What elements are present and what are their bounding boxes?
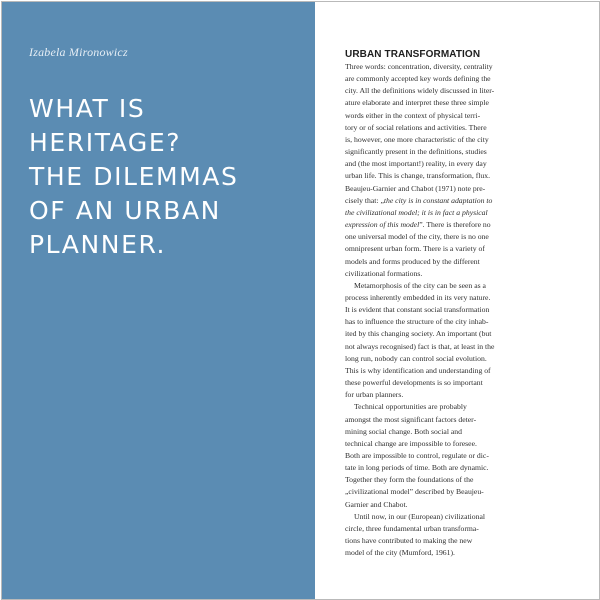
- text-line: words either in the context of physical terri-: [345, 110, 481, 120]
- text-line: circle, three fundamental urban transforma-: [345, 523, 479, 533]
- paragraphs: [345, 61, 539, 559]
- text-line: models and forms produced by the different: [345, 256, 480, 266]
- text-line: Garnier and Chabot.: [345, 499, 408, 509]
- text-line: urban life. This is change, transformation, flux.: [345, 171, 491, 181]
- text-line: for urban planners.: [345, 390, 404, 400]
- body-paragraph: [345, 511, 539, 560]
- text-line: Together they form the foundations of the: [345, 475, 474, 485]
- text-line: are commonly accepted key words defining the: [345, 74, 491, 84]
- text-line: ited by this changing society. An important (but: [345, 329, 492, 339]
- title-line: PLANNER.: [29, 230, 167, 259]
- title-line: HERITAGE?: [29, 128, 182, 157]
- text-line: the civilizational model; it is in fact a physical: [345, 207, 488, 217]
- text-line: amongst the most significant factors deter-: [345, 414, 477, 424]
- body-paragraph: [345, 61, 539, 280]
- text-line: one universal model of the city, there is no one: [345, 232, 489, 242]
- text-line: city. All the definitions widely discussed in liter-: [345, 86, 495, 96]
- body-text-column: [345, 48, 539, 559]
- text-line: Until now, in our (European) civilizational: [354, 511, 486, 521]
- book-spread: [1, 1, 600, 600]
- title-line: OF AN URBAN: [29, 196, 221, 225]
- text-line: long run, nobody can control social evolution.: [345, 353, 487, 363]
- text-line: tory or of social relations and activities. There: [345, 122, 487, 132]
- text-line: model of the city (Mumford, 1961).: [345, 548, 455, 558]
- text-line: cisely that: „the city is in constant adaptation to: [345, 195, 493, 205]
- text-line: not always recognised) fact is that, at least in the: [345, 341, 495, 351]
- text-line: these powerful developments is so important: [345, 378, 483, 388]
- body-paragraph: [345, 401, 539, 510]
- text-line: It is evident that constant social transformation: [345, 305, 490, 315]
- text-line: expression of this model”. There is therefore no: [345, 220, 491, 230]
- title-line: WHAT IS: [29, 94, 146, 123]
- text-line: technical change are impossible to foresee.: [345, 438, 477, 448]
- text-line: Beaujeu-Garnier and Chabot (1971) note pre-: [345, 183, 486, 193]
- left-page-panel: [2, 2, 315, 599]
- text-line: Technical opportunities are probably: [354, 402, 467, 412]
- text-line: tions have contributed to making the new: [345, 536, 473, 546]
- text-line: Both are impossible to control, regulate or dic-: [345, 451, 489, 460]
- text-line: significantly present in the definitions, studies: [345, 147, 487, 157]
- text-line: This is why identification and understanding of: [345, 365, 491, 375]
- text-line: omnipresent urban form. There is a variety of: [345, 244, 485, 254]
- text-line: tate in long periods of time. Both are dynamic.: [345, 463, 489, 473]
- text-line: is, however, one more characteristic of the city: [345, 134, 489, 144]
- text-line: Three words: concentration, diversity, centrality: [345, 62, 493, 71]
- text-line: civilizational formations.: [345, 268, 423, 278]
- title-line: THE DILEMMAS: [29, 162, 239, 191]
- author-name: Izabela Mironowicz: [29, 45, 128, 59]
- section-heading: URBAN TRANSFORMATION: [345, 49, 481, 60]
- text-line: process inherently embedded in its very nature.: [345, 292, 491, 302]
- text-line: has to influence the structure of the city inhab-: [345, 317, 489, 327]
- text-line: ature elaborate and interpret these three simple: [345, 98, 489, 108]
- text-line: Metamorphosis of the city can be seen as a: [354, 280, 486, 290]
- text-line: „civilizational model” described by Beaujeu-: [345, 487, 484, 497]
- text-line: and (the most important!) reality, in every day: [345, 159, 487, 169]
- body-paragraph: [345, 280, 539, 402]
- text-line: mining social change. Both social and: [345, 426, 462, 436]
- chapter-title: [29, 92, 309, 262]
